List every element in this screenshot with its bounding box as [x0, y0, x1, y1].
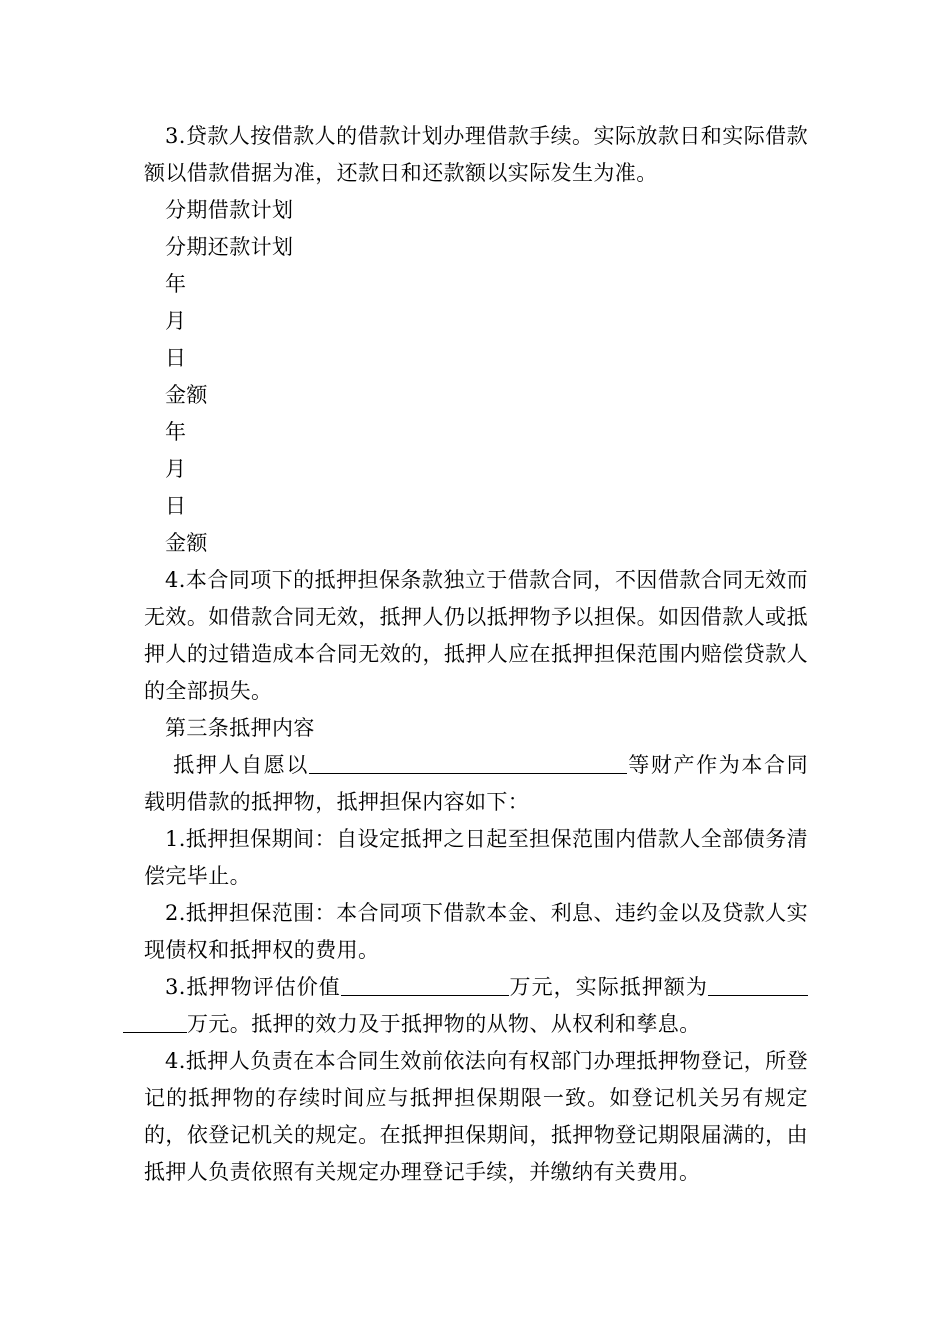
blank-mortgage-amount-field — [708, 969, 808, 996]
label-day: 日 — [165, 494, 187, 518]
paragraph-loan-procedure: 3.贷款人按借款人的借款计划办理借款手续。实际放款日和实际借款额以借款借据为准，还款日和还款额以实际发生为准。 — [144, 124, 808, 185]
paragraph-guarantee-period: 1.抵押担保期间：自设定抵押之日起至担保范围内借款人全部债务清偿完毕止。 — [144, 827, 808, 888]
label-year: 年 — [165, 272, 187, 296]
blank-mortgage-amount-field-cont — [123, 1006, 187, 1033]
valuation-lead: 3.抵押物评估价值 — [165, 975, 341, 999]
section-heading-article-3: 第三条抵押内容 — [165, 716, 315, 740]
label-amount: 金额 — [165, 383, 208, 407]
paragraph-independent-clause: 4.本合同项下的抵押担保条款独立于借款合同，不因借款合同无效而无效。如借款合同无效，抵押人仍以抵押物予以担保。如因借款人或抵押人的过错造成本合同无效的，抵押人应在抵押担保范围内赔偿贷款人的全部损失。 — [144, 568, 808, 703]
label-month: 月 — [165, 309, 187, 333]
document-body — [144, 118, 808, 1191]
paragraph-mortgage-intro — [144, 747, 808, 821]
mortgage-intro-lead: 抵押人自愿以 — [173, 753, 310, 777]
paragraph-guarantee-scope: 2.抵押担保范围：本合同项下借款本金、利息、违约金以及贷款人实现债权和抵押权的费用。 — [144, 901, 808, 962]
label-month: 月 — [165, 457, 187, 481]
label-day: 日 — [165, 346, 187, 370]
valuation-mid: 万元，实际抵押额为 — [508, 975, 708, 999]
valuation-tail: 万元。抵押的效力及于抵押物的从物、从权利和孳息。 — [187, 1012, 701, 1036]
label-year: 年 — [165, 420, 187, 444]
mortgage-intro-tail: 等财产作为本合同载明借款的抵押物，抵押担保内容如下： — [144, 753, 808, 814]
paragraph-installment-loan-plan: 分期借款计划 — [165, 198, 294, 222]
paragraph-installment-repayment-plan: 分期还款计划 — [165, 235, 294, 259]
paragraph-registration: 4.抵押人负责在本合同生效前依法向有权部门办理抵押物登记，所登记的抵押物的存续时间应与抵押担保期限一致。如登记机关另有规定的，依登记机关的规定。在抵押担保期间，抵押物登记期限届满的，由抵押人负责依照有关规定办理登记手续，并缴纳有关费用。 — [144, 1049, 808, 1184]
blank-valuation-field — [341, 969, 509, 996]
blank-property-field — [309, 747, 627, 774]
label-amount: 金额 — [165, 531, 208, 555]
paragraph-valuation — [144, 969, 808, 1043]
